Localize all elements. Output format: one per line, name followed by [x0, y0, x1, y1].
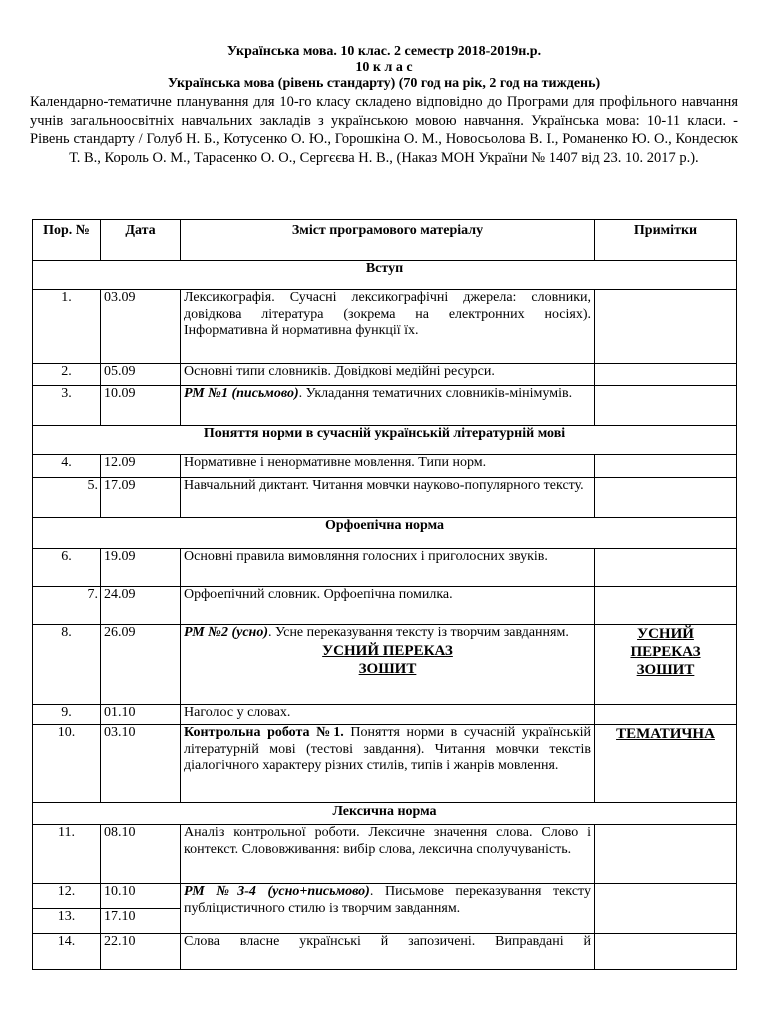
row-note	[595, 364, 737, 386]
row-content	[181, 725, 595, 803]
row-content: Лексикографія. Сучасні лексикографічні джерела: словники, довідкова література (зокрема на електронних носіях). Інформативна й нормативна функції їх.	[181, 290, 595, 364]
section-title: Поняття норми в сучасній українській літературній мові	[33, 426, 737, 455]
row-date: 05.09	[101, 364, 181, 386]
row-content-lead: РМ №1 (письмово)	[184, 386, 299, 401]
row-date: 12.09	[101, 455, 181, 478]
row-number: 9.	[33, 705, 101, 725]
row-date: 26.09	[101, 625, 181, 705]
section-title: Орфоепічна норма	[33, 518, 737, 549]
row-date: 03.09	[101, 290, 181, 364]
row-content: Орфоепічний словник. Орфоепічна помилка.	[181, 587, 595, 625]
table-row	[33, 884, 737, 909]
row-note	[595, 587, 737, 625]
row-note	[595, 705, 737, 725]
row-note	[595, 290, 737, 364]
row-note	[595, 884, 737, 934]
row-number: 3.	[33, 386, 101, 426]
row-number: 6.	[33, 549, 101, 587]
row-number: 1.	[33, 290, 101, 364]
column-header-num: Пор. №	[33, 220, 101, 261]
table-row	[33, 478, 737, 518]
document-header	[30, 44, 738, 167]
row-content: Наголос у словах.	[181, 705, 595, 725]
row-content	[181, 625, 595, 705]
table-row	[33, 549, 737, 587]
table-row	[33, 290, 737, 364]
row-note	[595, 934, 737, 970]
note-line: УСНИЙ	[637, 626, 694, 642]
row-content-text: Поняття норми в сучасній українській літературній мові (тестові завдання). Читання мовчки текстів діалогічного характеру різних стилів, типів і жанрів мовлення.	[184, 725, 592, 773]
row-number: 14.	[33, 934, 101, 970]
table-header-row	[33, 220, 737, 261]
row-date: 10.09	[101, 386, 181, 426]
row-date: 19.09	[101, 549, 181, 587]
row-date: 01.10	[101, 705, 181, 725]
table-row	[33, 934, 737, 970]
row-date: 24.09	[101, 587, 181, 625]
row-date: 08.10	[101, 825, 181, 884]
row-content: Нормативне і ненормативне мовлення. Типи норм.	[181, 455, 595, 478]
row-note	[595, 455, 737, 478]
row-date: 03.10	[101, 725, 181, 803]
document-title: Українська мова. 10 клас. 2 семестр 2018-2019н.р.	[226, 44, 542, 59]
notebook-label: ЗОШИТ	[358, 660, 417, 677]
row-number: 4.	[33, 455, 101, 478]
table-row	[33, 455, 737, 478]
row-date: 17.09	[101, 478, 181, 518]
row-note	[595, 625, 737, 705]
row-note	[595, 825, 737, 884]
row-number: 11.	[33, 825, 101, 884]
table-row	[33, 825, 737, 884]
table-row	[33, 364, 737, 386]
note-line: ЗОШИТ	[636, 662, 695, 678]
row-content-lead: Контрольна робота №1.	[184, 725, 344, 740]
section-title: Лексична норма	[33, 803, 737, 825]
class-label: 10 к л а с	[355, 60, 413, 75]
row-date: 22.10	[101, 934, 181, 970]
table-row	[33, 386, 737, 426]
row-content-lead: РМ №3-4 (усно+письмово)	[184, 884, 370, 899]
row-content	[181, 884, 595, 934]
section-row	[33, 803, 737, 825]
row-number: 5.	[33, 478, 101, 518]
row-date: 17.10	[101, 909, 181, 934]
note-line: ПЕРЕКАЗ	[630, 644, 701, 660]
row-content: Навчальний диктант. Читання мовчки науково-популярного тексту.	[181, 478, 595, 518]
section-row	[33, 426, 737, 455]
row-number: 7.	[33, 587, 101, 625]
row-content-text: . Укладання тематичних словників-мінімумів.	[298, 386, 573, 401]
course-title: Українська мова (рівень стандарту) (70 год на рік, 2 год на тиждень)	[167, 76, 601, 91]
row-content-text: . Письмове переказування тексту публіцистичного стилю із творчим завданням.	[184, 884, 591, 916]
row-content	[181, 386, 595, 426]
row-number: 12.	[33, 884, 101, 909]
intro-paragraph: Календарно-тематичне планування для 10-го класу складено відповідно до Програми для профільного навчання учнів загальноосвітніх навчальних закладів з українською мовою навчання. Українська мова: 10-11 класи. - Рівень стандарту / Голуб Н. Б., Котусенко О. Ю., Горошкіна О. М., Новосьолова В. І., Романенко Ю. О., Кондесюк Т. В., Король О. М., Тарасенко О. О., Сергєєва Н. В., (Наказ МОН України № 1407 від 23. 10. 2017 р.).	[30, 94, 738, 166]
row-note: ТЕМАТИЧНА	[595, 725, 737, 803]
row-content-text: . Усне переказування тексту із творчим завданням.	[268, 625, 569, 640]
row-content: Основні правила вимовляння голосних і приголосних звуків.	[181, 549, 595, 587]
oral-retelling-label: УСНИЙ ПЕРЕКАЗ	[322, 642, 453, 659]
table-row	[33, 625, 737, 705]
section-title: Вступ	[33, 261, 737, 290]
row-note	[595, 478, 737, 518]
planning-table	[32, 219, 737, 970]
table-row	[33, 725, 737, 803]
table-row	[33, 705, 737, 725]
section-row	[33, 261, 737, 290]
section-row	[33, 518, 737, 549]
column-header-content: Зміст програмового матеріалу	[181, 220, 595, 261]
row-number: 2.	[33, 364, 101, 386]
row-note	[595, 386, 737, 426]
row-number: 10.	[33, 725, 101, 803]
row-content-lead: РМ №2 (усно)	[184, 625, 268, 640]
row-content: Основні типи словників. Довідкові медійні ресурси.	[181, 364, 595, 386]
row-content: Слова власне українські й запозичені. Виправдані й	[181, 934, 595, 970]
column-header-date: Дата	[101, 220, 181, 261]
column-header-notes: Примітки	[595, 220, 737, 261]
row-content: Аналіз контрольної роботи. Лексичне значення слова. Слово і контекст. Слововживання: вибір слова, лексична сполучуваність.	[181, 825, 595, 884]
row-note	[595, 549, 737, 587]
row-number: 8.	[33, 625, 101, 705]
row-number: 13.	[33, 909, 101, 934]
table-row	[33, 587, 737, 625]
row-date: 10.10	[101, 884, 181, 909]
